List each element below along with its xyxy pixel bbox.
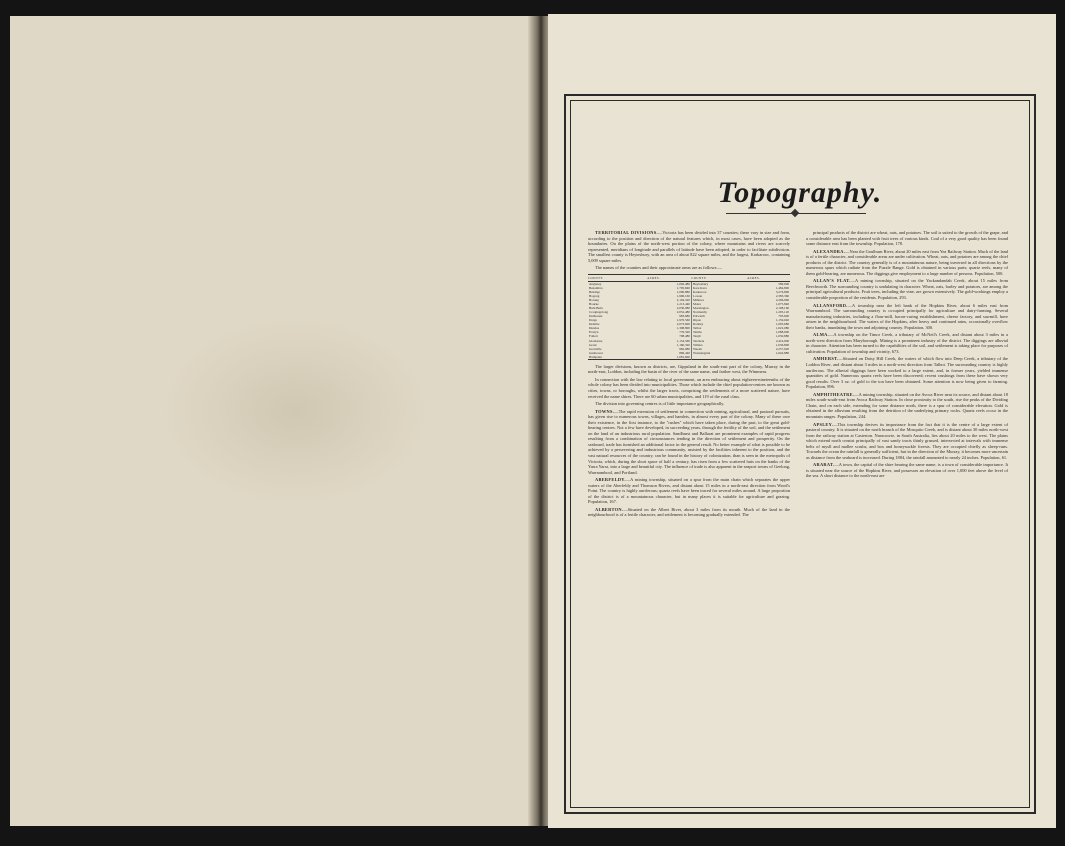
county-name-cell: Borung xyxy=(589,298,599,303)
paragraph-text: The larger divisions, known as districts, are, Gippsland in the south-east part of the colony, Murray in the north-east, Loddon, including the basin of the river of the same name, and farther west, the Wimmera. xyxy=(588,363,790,375)
county-name-cell: Moira xyxy=(691,302,747,306)
county-acres-cell: 2,108,160 xyxy=(775,306,789,311)
table-header: ACRES. xyxy=(747,274,790,281)
paragraph xyxy=(588,377,790,399)
county-name-cell: Bendigo xyxy=(589,289,601,294)
paragraph xyxy=(806,332,1008,354)
county-acres-cell: 2,073,600 xyxy=(676,322,690,327)
paragraph xyxy=(588,409,790,476)
county-name-cell: Benambra xyxy=(589,285,603,290)
county-name-cell xyxy=(691,355,747,360)
intro-section xyxy=(588,230,790,271)
county-acres-cell: 1,160,320 xyxy=(676,342,690,347)
county-name-cell: Tambo xyxy=(691,330,747,334)
paragraph xyxy=(588,477,790,505)
county-name-cell: Gunbower xyxy=(589,350,603,355)
paragraph-text: —A township on the Timor Creek, a tributary of McNeil's Creek, and distant about 3 miles in a north-west direction from Maryborough. Mining is a prominent industry of the district. The diggings are alluvial in character. Attention has been turned to the capabilities of the soil, and settlement is taking place for purposes of cultivation. Population of township and vicinity, 673. xyxy=(806,332,1008,354)
table-header: ACRES. xyxy=(647,274,691,281)
county-name-cell: Grenville xyxy=(589,346,602,351)
county-acres-cell: 3,276,800 xyxy=(775,289,789,294)
counties-table xyxy=(588,274,790,360)
county-name-cell: Tanjil xyxy=(691,334,747,338)
left-column xyxy=(588,230,790,520)
county-acres-cell: 1,159,040 xyxy=(775,318,789,323)
county-name-cell: Mornington xyxy=(691,306,747,310)
paragraph-text: The names of the counties and their approximate areas are as follows:— xyxy=(595,265,722,271)
county-name-cell: Bourke xyxy=(589,302,599,307)
county-acres-cell xyxy=(747,355,790,360)
county-acres-cell: 1,213,440 xyxy=(676,302,690,307)
text-columns xyxy=(588,230,1008,795)
county-acres-cell: 1,095,680 xyxy=(775,322,789,327)
county-acres-cell: 983,680 xyxy=(679,314,690,319)
county-acres-cell: 1,075,840 xyxy=(775,302,789,307)
page-title: Topography. xyxy=(717,176,883,209)
county-acres-cell: 1,795,840 xyxy=(676,285,690,290)
county-name-cell: Ripon xyxy=(691,318,747,322)
paragraph-text: —This township derives its importance from the fact that it is the centre of a large extent of pastoral country. It is situated on the north branch of the Mosquito Creek, and is distant about 30 miles north-west from the railway station at Casterton. Naracoorte, in South Australia, lies about 20 miles to the west. The plains which extend north consist principally of vast sandy tracts thinly grassed, intersected at intervals with immense belts of mysll and mallee scrubs, and box and honeysuckle forests. They are occupied chiefly as sheep-runs. Towards the ocean the rainfall is generally sufficient, but in the direction of the Murray, it becomes more uncertain as distance from the seaboard is increased. During 1884, the rainfall amounted to nearly 24 inches. Population, 61. xyxy=(806,421,1008,460)
page-border-frame xyxy=(564,94,1036,814)
right-page xyxy=(548,14,1056,828)
county-name-cell: Kara Kara xyxy=(691,286,747,290)
entry-heading: TERRITORIAL DIVISIONS. xyxy=(595,230,658,235)
county-name-cell: Rodney xyxy=(691,322,747,326)
entry-heading: APSLEY. xyxy=(813,421,834,427)
entry-heading: AMPHITHEATRE. xyxy=(813,391,855,397)
county-name-cell: Polwarth xyxy=(691,314,747,318)
county-acres-cell: 1,090,880 xyxy=(676,289,690,294)
paragraph xyxy=(806,422,1008,461)
paragraph xyxy=(588,507,790,518)
title-ornament-rule xyxy=(566,210,1034,216)
paragraph xyxy=(806,356,1008,389)
paragraph-text: —A mining township, situated on the Avoca River near its source, and distant about 18 miles south-south-east from Avoca Railway Station. In close proximity to the south, rise the peaks of the Dividing Chain, and on each side, extending for some distance north, there is a spur of considerable elevation. Gold is obtained in the alluvium resulting from the detrition of the underlying primary rocks. Quartz reefs occur in the mountain ranges. Population, 244. xyxy=(806,391,1008,419)
paragraph-text: The division into governing centres is of little importance geographically. xyxy=(595,401,725,407)
county-acres-cell: 1,022,080 xyxy=(775,326,789,331)
paragraph-text: —The rapid extension of settlement in connection with mining, agricultural, and pastoral pursuits, has given rise to numerous towns, villages, and hamlets, in almost every part of the colony. Many of these owe their existence, in the first instance, to the "rushes" which have taken place, during the past, to the great gold-bearing centres. Not a few have developed, in succeeding years, through the fertility of the soil, and the settlement on the land of an industrious rural population. Sandhurst and Ballarat are prominent examples of rapid progress resulting from a combination of circumstances tending in the direction of settlement and prosperity. On the seaboard, trade has furnished an additional factor in the general result. No better example of what is possible to be achieved by a persevering and industrious community, assisted by the facilities inherent to the position, and the vast natural resources of the country, can be found in the history of colonization, than is seen in the metropolis of Victoria, which, during the short space of half a century, has risen from a few scattered huts on the banks of the Yarra Yarra, into a large and beautiful city. The influence of trade is also apparent in the seaport towns of Geelong, Warrnambool, and Portland. xyxy=(588,408,790,475)
table-header-row xyxy=(588,274,790,281)
paragraph xyxy=(806,230,1008,247)
county-name-cell: Talbot xyxy=(691,326,747,330)
entry-heading: ALLANSFORD. xyxy=(813,302,848,308)
county-acres-cell: 982,080 xyxy=(679,346,690,351)
county-acres-cell: 2,052,480 xyxy=(676,310,690,315)
paragraph xyxy=(806,303,1008,331)
county-name-cell: Bogong xyxy=(589,294,600,299)
county-acres-cell: 1,205,120 xyxy=(775,310,789,315)
county-acres-cell: 1,996,160 xyxy=(676,294,690,299)
county-name-cell: Heytesbury xyxy=(691,281,747,286)
county-acres-cell: 2,383,360 xyxy=(775,294,789,299)
county-name-cell: Gladstone xyxy=(589,338,603,343)
paragraph xyxy=(588,230,790,263)
county-name-cell: Tatchera xyxy=(691,339,747,343)
paragraph-text: —Near the Goulburn River, about 20 miles east from Yea Railway Station. Much of the land is of a fertile character, and considerable areas are under cultivation. Wheat, oats, and potatoes are among the chief products of the district. The country generally is of a mountainous nature, being traversed in all directions by the numerous spurs which radiate from the Puzzle Range. Gold is obtained in various parts; quartz reefs, many of them gold-bearing, are numerous. The diggings give employment to a large number of persons. Population, 500. xyxy=(806,248,1008,276)
county-name-cell: Delatite xyxy=(589,322,600,327)
county-acres-cell: 793,600 xyxy=(778,314,789,319)
table-header: COUNTY. xyxy=(588,274,647,281)
paragraph-text: In connection with the law relating to local government, an area embracing about eighteen-nineteenths of the whole colony has been divided into municipalities. Those which include the chief population-centres are known as cities, towns, or boroughs, whilst the larger tracts, comprising the settlements of a more scattered nature, have received the name shires. There are 60 urban municipalities, and 119 of the rural class. xyxy=(588,376,790,399)
county-name-cell: Dalhousie xyxy=(589,314,603,319)
paragraph-text: —Situated on the Albert River, about 3 miles from its mouth. Much of the land in the neighbourhood is of a fertile character, and settlement is becoming gradually extended. The xyxy=(588,506,790,518)
table-header: COUNTY. xyxy=(691,274,747,281)
county-acres-cell: 1,484,800 xyxy=(775,285,789,290)
county-acres-cell: 2,030,080 xyxy=(676,306,690,311)
county-acres-cell: 580,000 xyxy=(778,281,789,286)
county-name-cell: Follett xyxy=(589,334,598,339)
county-acres-cell: 1,308,800 xyxy=(676,326,690,331)
county-acres-cell: 776,320 xyxy=(679,330,690,335)
county-acres-cell: 2,257,920 xyxy=(775,346,789,351)
paragraph-text: —Situated on Daisy Hill Creek, the waters of which flow into Deep Creek, a tributary of the Loddon River, and distant about 3 miles in a north-west direction from Talbot. The surrounding country is highly auriferous. The alluvial diggings have been worked to a large extent, and, in former years, yielded immense quantities of gold. Numerous quartz reefs have been discovered; recent crushings from these have shown very good results. Over 3 oz. of gold to the ton have been obtained. Some attention is now being given to farming. Population, 896. xyxy=(806,356,1008,390)
county-name-cell: Normanby xyxy=(691,310,747,314)
county-acres-cell: 1,642,880 xyxy=(775,350,789,355)
left-column-body xyxy=(588,364,790,518)
county-name-cell: Dundas xyxy=(589,326,600,331)
paragraph xyxy=(588,401,790,407)
entry-heading: AMHERST. xyxy=(813,356,839,362)
right-column xyxy=(806,230,1008,481)
county-acres-cell: 1,088,000 xyxy=(775,330,789,335)
county-name-cell: Croajingolong xyxy=(589,310,609,315)
right-column-body xyxy=(806,230,1008,479)
county-acres-cell: 1,036,800 xyxy=(775,342,789,347)
paragraph-text: —A mining township, situated on a spur from the main chain which separates the upper waters of the Aberfeldy and Thomson Rivers, and distant about 15 miles in a north-east direction from Wood's Point. The country is highly auriferous; quartz reefs have been traced for several miles around. A large proportion of the district is of a mountainous character, but in many places it is suitable for agriculture and grazing. Population, 167. xyxy=(588,477,790,505)
county-acres-cell: 1,050,880 xyxy=(775,334,789,339)
county-acres-cell: 1,081,600 xyxy=(676,354,690,359)
paragraph-text: —A town, the capital of the shire bearing the same name, is a town of considerable importance. It is situated near the source of the Hopkins River, and possesses an elevation of over 1,000 feet above the level of the sea. A short distance to the north-east are xyxy=(806,462,1008,479)
county-acres-cell: 2,296,960 xyxy=(775,298,789,303)
paragraph-text: —Victoria has been divided into 37 counties; these vary in size and form, according to the position and direction of the natural features which, in most cases, have been adopted as the boundaries. On the plains of the north-west portion of the colony, where mountains and rivers are scarcely represented, meridians of longitude and parallels of latitude have been adopted, in order to facilitate subdivision. The smallest county is Heytesbury, with an area of about 822 square miles, and the largest, Karkarooc, containing 5,009 square miles. xyxy=(588,230,790,263)
entry-heading: ALLAN'S FLAT. xyxy=(813,278,851,284)
entry-heading: TOWNS. xyxy=(595,408,615,414)
county-name-cell: Hampden xyxy=(589,354,602,359)
county-name-cell: Villiers xyxy=(691,343,747,347)
entry-heading: ALBERTON. xyxy=(595,506,624,512)
county-acres-cell: 2,416,000 xyxy=(775,338,789,343)
paragraph-text: —A mining township, situated on the Yackandandah Creek, about 15 miles from Beechworth. The surrounding country is undulating in character. Wheat, oats, barley and potatoes, are among the principal agricultural products. Fruit trees, including the vine, are grown extensively. The gold-workings employ a considerable proportion of the residents. Population, 293. xyxy=(806,278,1008,301)
county-acres-cell: 1,154,560 xyxy=(676,338,690,343)
county-acres-cell: 2,104,320 xyxy=(676,298,690,303)
county-name-cell: Evelyn xyxy=(589,330,599,335)
county-name-cell: Wonnangatta xyxy=(691,351,747,355)
paragraph xyxy=(806,462,1008,479)
left-page-blank xyxy=(10,16,538,826)
county-acres-cell: 1,970,560 xyxy=(676,318,690,323)
paragraph-text: —A township near the left bank of the Hopkins River, about 6 miles east from Warrnambool. The surrounding country is occupied principally for agriculture and dairy-farming. Several manufacturing industries, including a flour-mill, bacon-curing establishment, cheese factory, and sawmill, have arisen in the neighbourhood. The waters of the Hopkins, after heavy and continued rains, occasionally overflow their banks, inundating the town and adjoining country. Population, 300. xyxy=(806,302,1008,330)
county-name-cell: Millewa xyxy=(691,298,747,302)
county-acres-cell: 869,440 xyxy=(679,350,690,355)
diamond-ornament-icon xyxy=(791,209,799,217)
paragraph xyxy=(806,278,1008,300)
entry-heading: ALMA. xyxy=(813,332,830,338)
county-acres-cell: 708,480 xyxy=(679,334,690,339)
paragraph xyxy=(588,364,790,375)
entry-heading: ARARAT. xyxy=(813,462,835,468)
paragraph xyxy=(806,249,1008,277)
county-name-cell: Lowan xyxy=(691,294,747,298)
county-name-cell: Anglesey xyxy=(589,281,602,286)
table-row xyxy=(588,355,790,360)
county-acres-cell: 1,092,480 xyxy=(676,281,690,286)
paper-stain xyxy=(160,316,430,506)
entry-heading: ALEXANDRA. xyxy=(813,248,846,254)
table-body xyxy=(588,281,790,359)
county-name-cell: Weeah xyxy=(691,347,747,351)
county-name-cell: Dargo xyxy=(589,318,598,323)
entry-heading: ABERFELDY. xyxy=(595,477,626,483)
paragraph xyxy=(806,392,1008,420)
paragraph xyxy=(588,265,790,271)
county-name-cell: Grant xyxy=(589,342,597,347)
county-name-cell: Karkarooc xyxy=(691,290,747,294)
paragraph-text: principal products of the district are wheat, oats, and potatoes. The soil is suited to the growth of the grape, and a considerable area has been planted with fruit trees of various kinds. Coal of a very good quality has been found some distance east from the township. Population, 178. xyxy=(806,230,1009,247)
county-name-cell: Buln Buln xyxy=(589,306,603,311)
